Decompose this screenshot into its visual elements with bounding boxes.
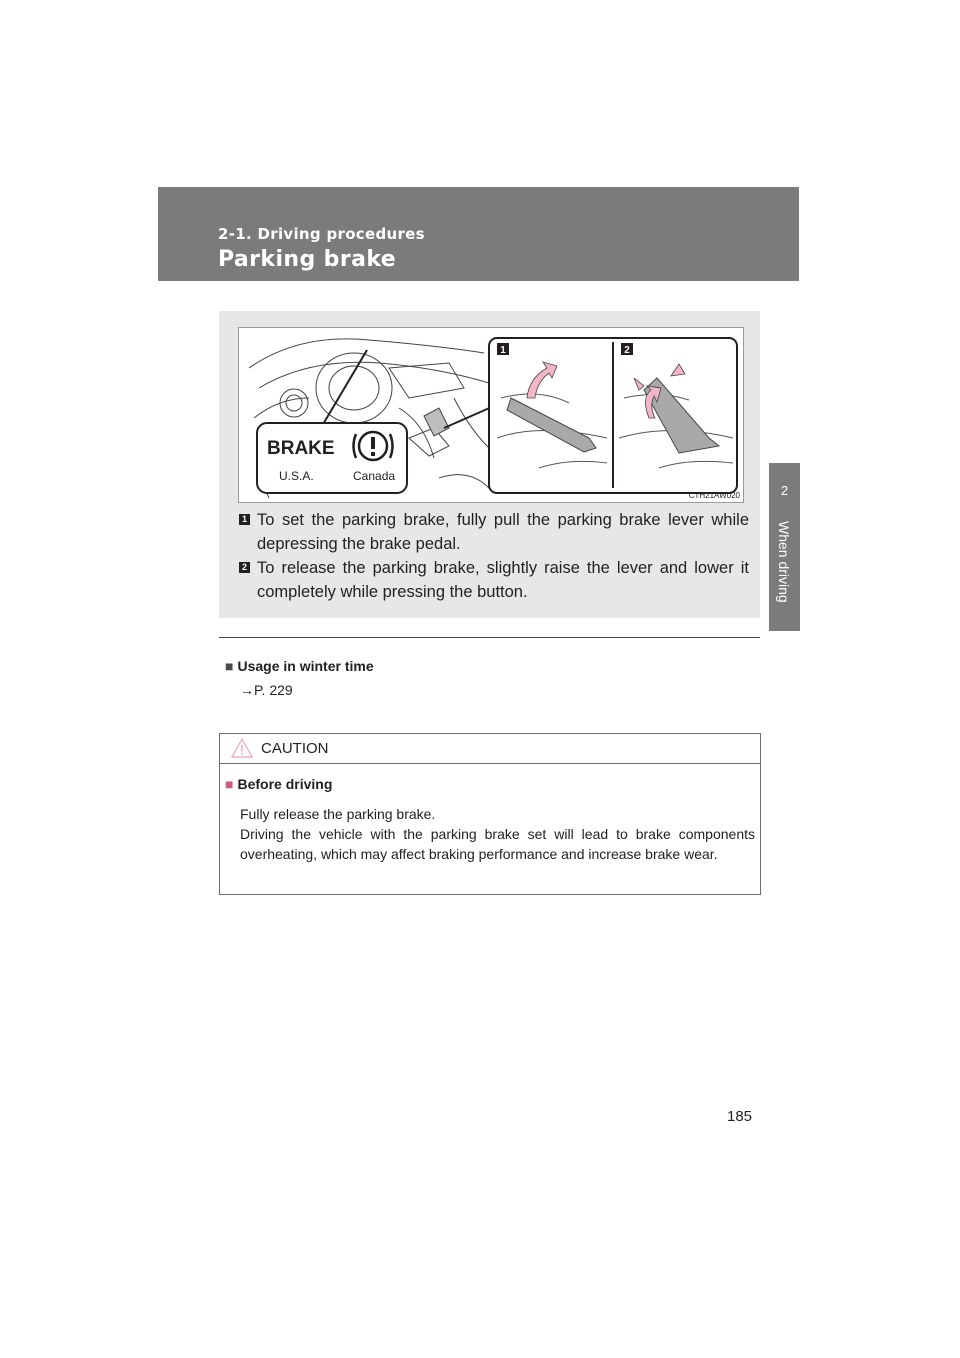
chapter-number: 2 (780, 483, 789, 498)
chapter-side-tab (769, 463, 800, 631)
region-canada-label: Canada (353, 469, 396, 483)
caution-body-line-2: Driving the vehicle with the parking brake set will lead to brake components overheating, which may affect braking performance and increase brake wear. (240, 826, 755, 862)
caution-bullet: ■ (225, 776, 234, 792)
note-heading (225, 658, 374, 674)
dashboard-illustration (239, 328, 743, 502)
step-1-text: To set the parking brake, fully pull the parking brake lever while depressing the brake pedal. (257, 511, 749, 553)
figure-code: CTH21AW020 (688, 491, 740, 500)
page-title: Parking brake (218, 247, 397, 272)
chapter-header (158, 187, 799, 281)
step-2 (239, 556, 749, 604)
caution-heading (225, 776, 332, 792)
chapter-label: When driving (776, 521, 792, 603)
note-bullet: ■ (225, 658, 234, 674)
page-reference-link[interactable]: →P. 229 (240, 682, 293, 698)
section-label: 2-1. Driving procedures (218, 225, 425, 243)
caution-box (219, 733, 761, 895)
step-1-badge: 1 (239, 514, 250, 525)
page-number: 185 (727, 1108, 753, 1125)
step-2-badge: 2 (239, 562, 250, 573)
parking-brake-illustration (238, 327, 744, 503)
region-usa-label: U.S.A. (279, 469, 314, 483)
section-divider (219, 637, 760, 638)
caution-header (220, 734, 760, 764)
lever-location-highlight (424, 408, 449, 436)
figure-step1-badge: 1 (500, 345, 506, 356)
caution-title: CAUTION (261, 740, 329, 757)
figure-step2-badge: 2 (624, 345, 630, 356)
step-2-text: To release the parking brake, slightly raise the lever and lower it completely while pressing the button. (257, 559, 749, 601)
caution-body (240, 804, 755, 864)
brake-warning-text: BRAKE (267, 438, 335, 459)
caution-body-line-1: Fully release the parking brake. (240, 806, 436, 822)
step-1 (239, 508, 749, 556)
warning-triangle-icon (231, 738, 253, 758)
caution-heading-text: Before driving (237, 776, 333, 792)
note-heading-text: Usage in winter time (237, 658, 374, 674)
